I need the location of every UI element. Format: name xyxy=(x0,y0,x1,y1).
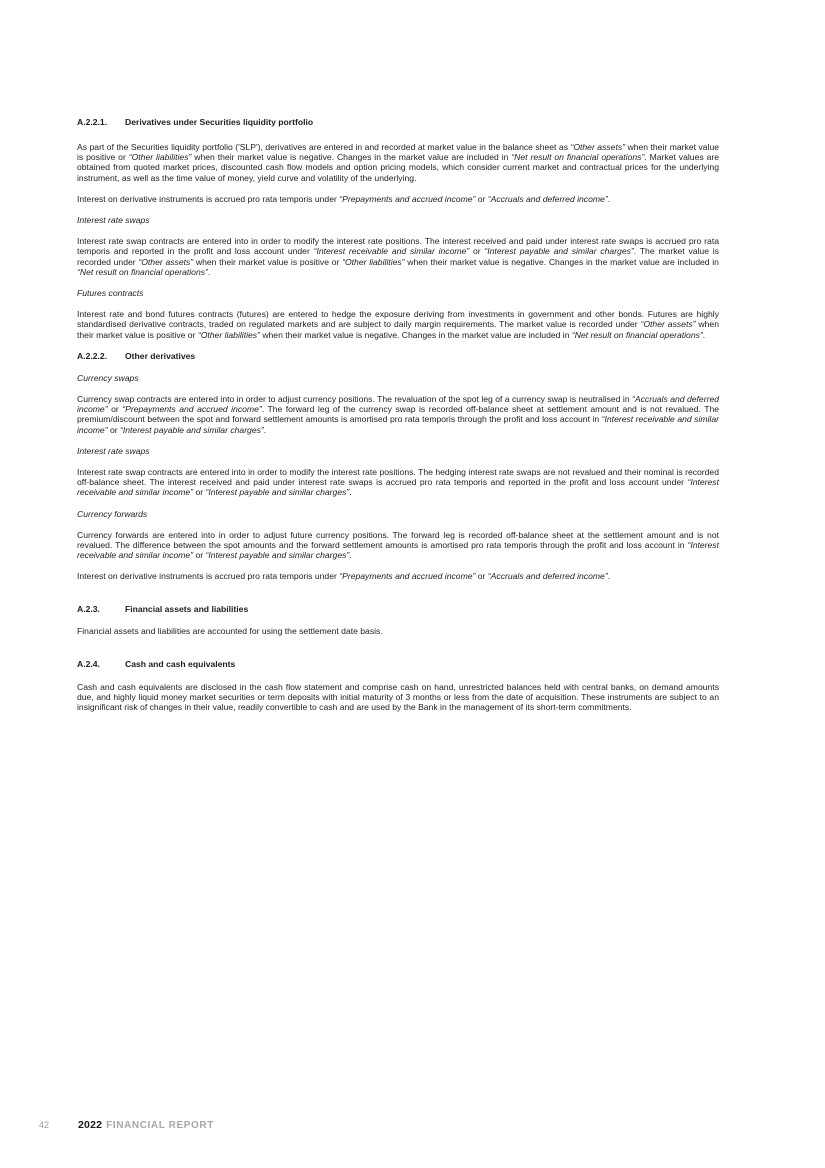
section-title: Other derivatives xyxy=(125,350,196,361)
page-footer xyxy=(39,1119,214,1131)
report-title: FINANCIAL REPORT xyxy=(106,1119,214,1131)
heading-a24 xyxy=(77,659,719,670)
paragraph: Financial assets and liabilities are accounted for using the settlement date basis. xyxy=(77,625,383,636)
paragraph: Interest rate swap contracts are entered into in order to modify the interest rate positions. The interest received and paid under interest rate swaps is accrued pro rata temporis and reported in the profit and loss account under “Interest receivable and similar income” or “Interest payable and similar charges”. The market value is recorded under “Other assets” when their market value is positive or “Other liabilities” when their market value is negative. Changes in the market value are included in “Net result on financial operations”. xyxy=(77,236,719,277)
subheading: Currency forwards xyxy=(77,508,148,519)
paragraph: Interest on derivative instruments is accrued pro rata temporis under “Prepayments and accrued income” or “Accruals and deferred income”. xyxy=(77,571,611,582)
subheading: Futures contracts xyxy=(77,288,144,299)
page-content xyxy=(77,117,719,713)
paragraph: Currency swap contracts are entered into in order to adjust currency positions. The revaluation of the spot leg of a currency swap is neutralised in “Accruals and deferred income” or “Prepayments and accrued income”. The forward leg of the currency swap is recorded off-balance sheet at settlement amount and is not revalued. The premium/discount between the spot and forward settlement amounts is amortised pro rata temporis through the profit and loss account in “Interest receivable and similar income” or “Interest payable and similar charges”. xyxy=(77,394,719,435)
subheading: Currency swaps xyxy=(77,372,139,383)
section-title: Derivatives under Securities liquidity portfolio xyxy=(125,117,314,127)
subheading: Interest rate swaps xyxy=(77,445,150,456)
paragraph: Currency forwards are entered into in order to adjust future currency positions. The forward leg is recorded off-balance sheet at the settlement amount and is not revalued. The difference between the spot amounts and the forward settlement amounts is amortised pro rata temporis through the profit and loss account in “Interest receivable and similar income” or “Interest payable and similar charges”. xyxy=(77,529,719,561)
section-title: Financial assets and liabilities xyxy=(125,603,249,614)
section-title: Cash and cash equivalents xyxy=(125,658,236,669)
section-number: A.2.2.1. xyxy=(77,117,108,127)
section-number: A.2.4. xyxy=(77,658,100,669)
section-number: A.2.2.2. xyxy=(77,350,108,361)
heading-a23 xyxy=(77,604,719,615)
report-year: 2022 xyxy=(78,1119,103,1131)
paragraph: Interest rate swap contracts are entered into in order to modify the interest rate positions. The hedging interest rate swaps are not revalued and their nominal is recorded off-balance sheet. The interest received and paid under interest rate swaps is accrued pro rata temporis and reported in the profit and loss account under “Interest receivable and similar income” or “Interest payable and similar charges”. xyxy=(77,467,719,498)
heading-a2221 xyxy=(77,117,719,128)
paragraph: Interest rate and bond futures contracts (futures) are entered to hedge the exposure deriving from investments in government and other bonds. Futures are highly standardised derivative contracts, traded on regulated markets and are subject to daily margin requirements. The market value is recorded under “Other assets” when their market value is positive or “Other liabilities” when their market value is negative. Changes in the market value are included in “Net result on financial operations”. xyxy=(77,309,719,340)
subheading: Interest rate swaps xyxy=(77,215,150,226)
page-number: 42 xyxy=(39,1120,50,1130)
heading-a2222 xyxy=(77,351,719,362)
paragraph: Interest on derivative instruments is accrued pro rata temporis under “Prepayments and accrued income” or “Accruals and deferred income”. xyxy=(77,193,611,204)
section-number: A.2.3. xyxy=(77,603,100,614)
paragraph: As part of the Securities liquidity portfolio ('SLP'), derivatives are entered in and recorded at market value in the balance sheet as “Other assets” when their market value is positive or “Other liabilities” when their market value is negative. Changes in the market value are included in “Net result on financial operations”. Market values are obtained from quoted market prices, discounted cash flow models and option pricing models, which consider current market and contractual prices for the underlying instrument, as well as the time value of money, yield curve and volatility of the underlying. xyxy=(77,142,719,183)
paragraph: Cash and cash equivalents are disclosed in the cash flow statement and comprise cash on hand, unrestricted balances held with central banks, on demand amounts due, and highly liquid money market securities or term deposits with initial maturity of 3 months or less from the date of acquisition. These instruments are subject to an insignificant risk of changes in their value, readily convertible to cash and are used by the Bank in the management of its short-term commitments. xyxy=(77,681,719,713)
